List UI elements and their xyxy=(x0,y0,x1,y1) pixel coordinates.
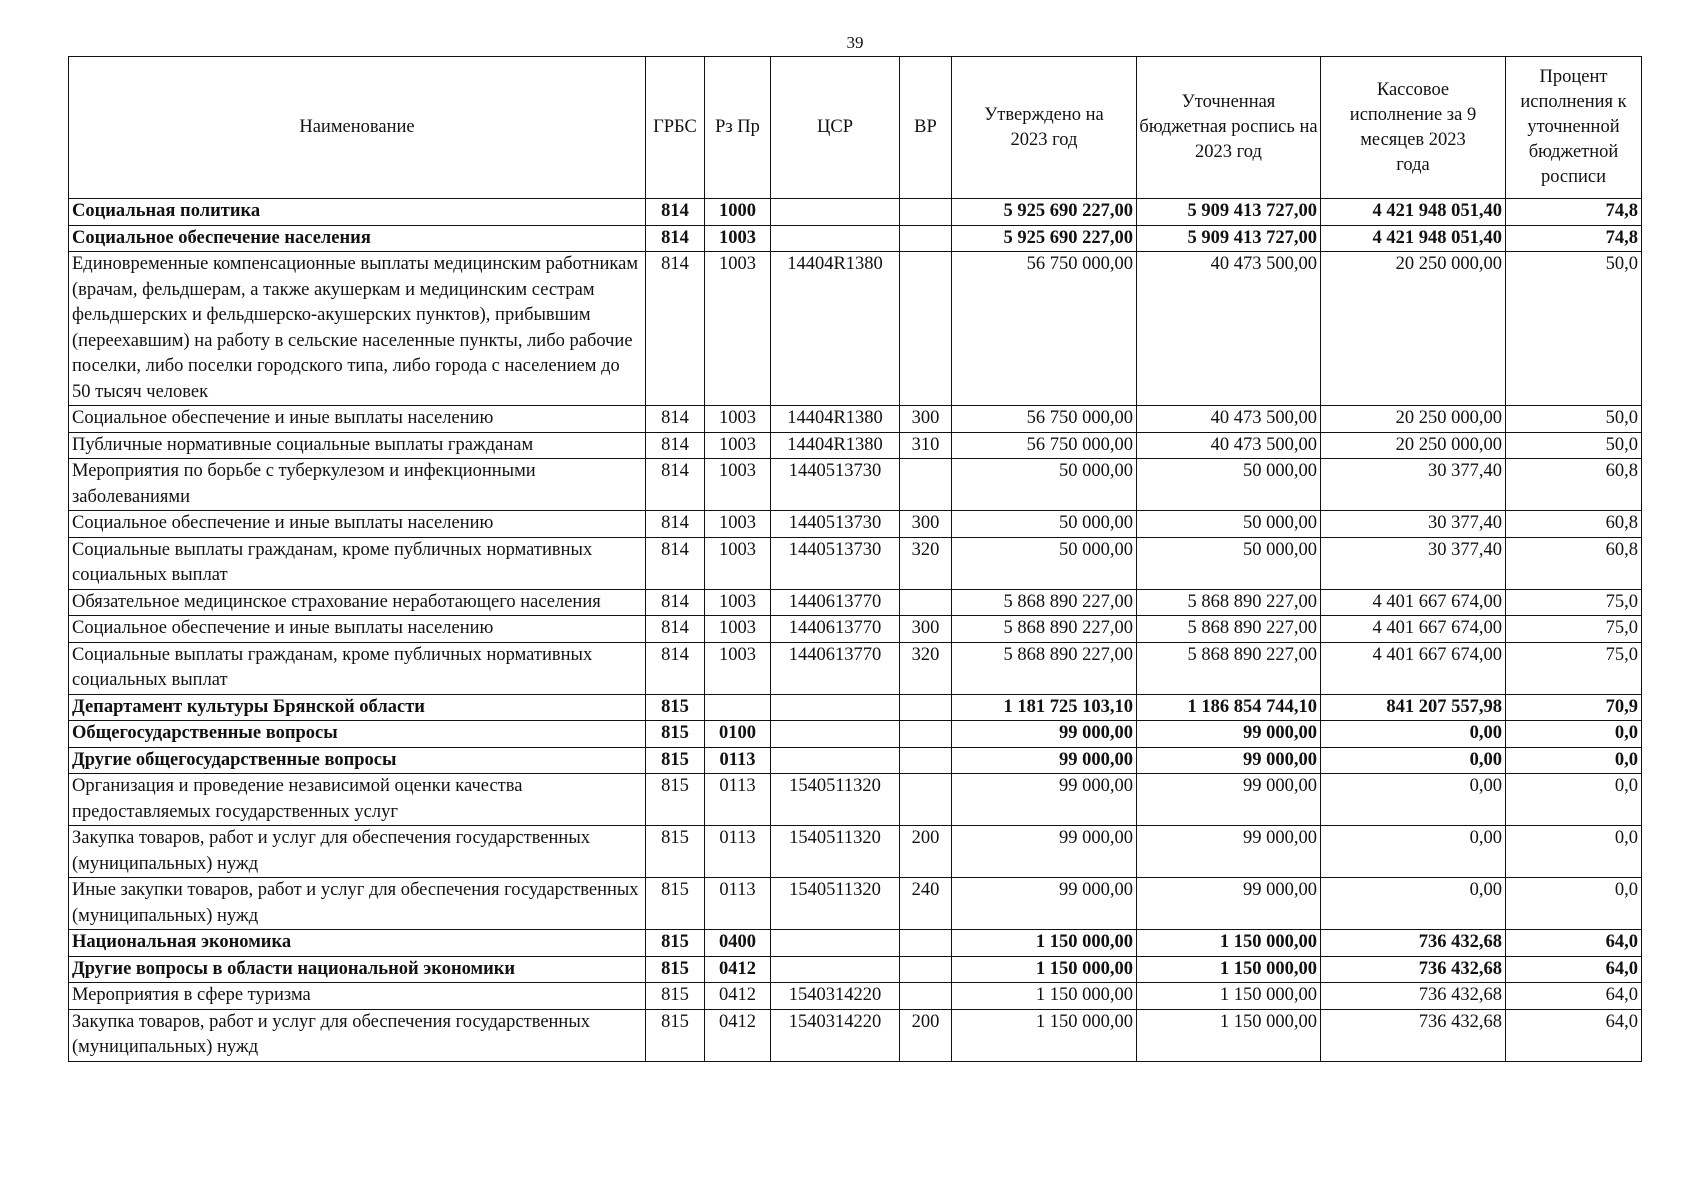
cell-csr: 1540314220 xyxy=(771,983,900,1010)
cell-executed: 4 421 948 051,40 xyxy=(1321,199,1506,226)
cell-csr xyxy=(771,930,900,957)
cell-grbs: 814 xyxy=(646,252,705,406)
cell-rzpr: 0100 xyxy=(705,721,771,748)
cell-name: Мероприятия в сфере туризма xyxy=(69,983,646,1010)
cell-csr xyxy=(771,747,900,774)
cell-executed: 20 250 000,00 xyxy=(1321,432,1506,459)
cell-vr: 320 xyxy=(900,537,952,589)
cell-csr: 14404R1380 xyxy=(771,432,900,459)
cell-approved: 5 868 890 227,00 xyxy=(952,642,1137,694)
cell-percent: 64,0 xyxy=(1506,930,1642,957)
cell-executed: 4 401 667 674,00 xyxy=(1321,616,1506,643)
cell-name: Департамент культуры Брянской области xyxy=(69,694,646,721)
header-percent: Процент исполнения к уточненной бюджетной росписи xyxy=(1506,57,1642,199)
header-approved: Утверждено на 2023 год xyxy=(952,57,1137,199)
cell-rzpr: 1003 xyxy=(705,511,771,538)
cell-rzpr: 0412 xyxy=(705,956,771,983)
cell-refined: 40 473 500,00 xyxy=(1137,432,1321,459)
cell-refined: 1 150 000,00 xyxy=(1137,956,1321,983)
page-number: 39 xyxy=(846,33,864,52)
cell-grbs: 814 xyxy=(646,406,705,433)
cell-approved: 56 750 000,00 xyxy=(952,432,1137,459)
cell-approved: 1 150 000,00 xyxy=(952,956,1137,983)
cell-csr: 1540511320 xyxy=(771,774,900,826)
header-rzpr: Рз Пр xyxy=(705,57,771,199)
cell-name: Мероприятия по борьбе с туберкулезом и инфекционными заболеваниями xyxy=(69,459,646,511)
cell-name: Социальные выплаты гражданам, кроме публичных нормативных социальных выплат xyxy=(69,642,646,694)
cell-approved: 1 150 000,00 xyxy=(952,930,1137,957)
cell-csr xyxy=(771,694,900,721)
cell-executed: 20 250 000,00 xyxy=(1321,252,1506,406)
cell-grbs: 814 xyxy=(646,432,705,459)
table-row xyxy=(69,432,1642,459)
table-row xyxy=(69,199,1642,226)
cell-name: Закупка товаров, работ и услуг для обеспечения государственных (муниципальных) нужд xyxy=(69,1009,646,1061)
cell-rzpr: 1003 xyxy=(705,406,771,433)
cell-rzpr: 1003 xyxy=(705,589,771,616)
table-row xyxy=(69,511,1642,538)
cell-vr: 200 xyxy=(900,1009,952,1061)
cell-percent: 0,0 xyxy=(1506,826,1642,878)
cell-grbs: 815 xyxy=(646,747,705,774)
table-row xyxy=(69,878,1642,930)
cell-csr: 1440513730 xyxy=(771,511,900,538)
cell-name: Социальные выплаты гражданам, кроме публичных нормативных социальных выплат xyxy=(69,537,646,589)
cell-vr: 320 xyxy=(900,642,952,694)
cell-vr xyxy=(900,956,952,983)
cell-rzpr: 1003 xyxy=(705,642,771,694)
table-row xyxy=(69,459,1642,511)
cell-refined: 1 150 000,00 xyxy=(1137,983,1321,1010)
cell-name: Иные закупки товаров, работ и услуг для обеспечения государственных (муниципальных) нужд xyxy=(69,878,646,930)
cell-grbs: 814 xyxy=(646,459,705,511)
cell-executed: 4 421 948 051,40 xyxy=(1321,225,1506,252)
cell-executed: 841 207 557,98 xyxy=(1321,694,1506,721)
table-row xyxy=(69,694,1642,721)
cell-refined: 5 909 413 727,00 xyxy=(1137,199,1321,226)
cell-refined: 1 150 000,00 xyxy=(1137,1009,1321,1061)
cell-approved: 5 925 690 227,00 xyxy=(952,225,1137,252)
header-name: Наименование xyxy=(69,57,646,199)
cell-approved: 5 868 890 227,00 xyxy=(952,616,1137,643)
cell-approved: 56 750 000,00 xyxy=(952,406,1137,433)
cell-refined: 50 000,00 xyxy=(1137,511,1321,538)
cell-name: Социальное обеспечение и иные выплаты населению xyxy=(69,406,646,433)
cell-refined: 5 868 890 227,00 xyxy=(1137,642,1321,694)
cell-grbs: 814 xyxy=(646,199,705,226)
cell-percent: 60,8 xyxy=(1506,511,1642,538)
cell-grbs: 814 xyxy=(646,589,705,616)
cell-csr: 1440513730 xyxy=(771,459,900,511)
cell-executed: 20 250 000,00 xyxy=(1321,406,1506,433)
cell-refined: 5 868 890 227,00 xyxy=(1137,589,1321,616)
cell-refined: 99 000,00 xyxy=(1137,774,1321,826)
header-executed: Кассовое исполнение за 9 месяцев 2023 года xyxy=(1321,57,1506,199)
cell-vr xyxy=(900,199,952,226)
table-row xyxy=(69,930,1642,957)
cell-grbs: 815 xyxy=(646,983,705,1010)
cell-rzpr: 0113 xyxy=(705,826,771,878)
cell-rzpr: 0400 xyxy=(705,930,771,957)
table-row xyxy=(69,983,1642,1010)
table-row xyxy=(69,589,1642,616)
cell-vr: 300 xyxy=(900,511,952,538)
cell-csr: 14404R1380 xyxy=(771,406,900,433)
table-row xyxy=(69,616,1642,643)
cell-name: Публичные нормативные социальные выплаты гражданам xyxy=(69,432,646,459)
cell-vr xyxy=(900,983,952,1010)
cell-executed: 0,00 xyxy=(1321,826,1506,878)
cell-grbs: 814 xyxy=(646,616,705,643)
cell-percent: 64,0 xyxy=(1506,956,1642,983)
table-body xyxy=(69,199,1642,1062)
cell-name: Другие вопросы в области национальной экономики xyxy=(69,956,646,983)
cell-percent: 50,0 xyxy=(1506,406,1642,433)
cell-percent: 60,8 xyxy=(1506,459,1642,511)
cell-vr xyxy=(900,459,952,511)
cell-rzpr: 0113 xyxy=(705,878,771,930)
cell-approved: 99 000,00 xyxy=(952,878,1137,930)
cell-approved: 50 000,00 xyxy=(952,459,1137,511)
cell-csr: 1440613770 xyxy=(771,589,900,616)
cell-csr xyxy=(771,721,900,748)
cell-executed: 0,00 xyxy=(1321,721,1506,748)
cell-vr: 240 xyxy=(900,878,952,930)
budget-table xyxy=(68,56,1642,1062)
cell-rzpr: 1003 xyxy=(705,537,771,589)
cell-percent: 0,0 xyxy=(1506,747,1642,774)
cell-grbs: 815 xyxy=(646,721,705,748)
cell-vr: 200 xyxy=(900,826,952,878)
cell-refined: 99 000,00 xyxy=(1137,747,1321,774)
cell-approved: 99 000,00 xyxy=(952,826,1137,878)
cell-refined: 40 473 500,00 xyxy=(1137,252,1321,406)
cell-name: Национальная экономика xyxy=(69,930,646,957)
cell-approved: 5 925 690 227,00 xyxy=(952,199,1137,226)
cell-percent: 0,0 xyxy=(1506,721,1642,748)
cell-vr xyxy=(900,225,952,252)
cell-grbs: 815 xyxy=(646,878,705,930)
cell-percent: 0,0 xyxy=(1506,774,1642,826)
cell-name: Социальная политика xyxy=(69,199,646,226)
cell-refined: 1 150 000,00 xyxy=(1137,930,1321,957)
cell-percent: 64,0 xyxy=(1506,983,1642,1010)
cell-grbs: 814 xyxy=(646,537,705,589)
cell-percent: 74,8 xyxy=(1506,225,1642,252)
cell-refined: 5 868 890 227,00 xyxy=(1137,616,1321,643)
cell-executed: 30 377,40 xyxy=(1321,537,1506,589)
cell-executed: 4 401 667 674,00 xyxy=(1321,642,1506,694)
cell-approved: 1 150 000,00 xyxy=(952,983,1137,1010)
cell-refined: 1 186 854 744,10 xyxy=(1137,694,1321,721)
cell-grbs: 814 xyxy=(646,642,705,694)
table-row xyxy=(69,406,1642,433)
cell-executed: 30 377,40 xyxy=(1321,511,1506,538)
cell-refined: 99 000,00 xyxy=(1137,826,1321,878)
table-row xyxy=(69,225,1642,252)
cell-vr xyxy=(900,930,952,957)
cell-vr xyxy=(900,747,952,774)
cell-grbs: 815 xyxy=(646,774,705,826)
table-row xyxy=(69,537,1642,589)
cell-approved: 99 000,00 xyxy=(952,747,1137,774)
cell-grbs: 815 xyxy=(646,694,705,721)
cell-csr: 1440613770 xyxy=(771,642,900,694)
cell-percent: 74,8 xyxy=(1506,199,1642,226)
table-row xyxy=(69,721,1642,748)
cell-approved: 99 000,00 xyxy=(952,774,1137,826)
cell-percent: 64,0 xyxy=(1506,1009,1642,1061)
cell-name: Организация и проведение независимой оценки качества предоставляемых государственных услуг xyxy=(69,774,646,826)
cell-refined: 99 000,00 xyxy=(1137,878,1321,930)
header-refined: Уточненная бюджетная роспись на 2023 год xyxy=(1137,57,1321,199)
header-grbs: ГРБС xyxy=(646,57,705,199)
cell-grbs: 815 xyxy=(646,826,705,878)
cell-name: Социальное обеспечение и иные выплаты населению xyxy=(69,511,646,538)
cell-percent: 75,0 xyxy=(1506,642,1642,694)
cell-rzpr: 1003 xyxy=(705,225,771,252)
cell-percent: 75,0 xyxy=(1506,616,1642,643)
cell-csr xyxy=(771,225,900,252)
cell-rzpr: 0412 xyxy=(705,983,771,1010)
header-csr: ЦСР xyxy=(771,57,900,199)
cell-rzpr xyxy=(705,694,771,721)
cell-approved: 5 868 890 227,00 xyxy=(952,589,1137,616)
cell-name: Социальное обеспечение и иные выплаты населению xyxy=(69,616,646,643)
cell-executed: 4 401 667 674,00 xyxy=(1321,589,1506,616)
cell-executed: 30 377,40 xyxy=(1321,459,1506,511)
cell-csr xyxy=(771,956,900,983)
cell-vr xyxy=(900,721,952,748)
cell-percent: 50,0 xyxy=(1506,432,1642,459)
table-row xyxy=(69,826,1642,878)
cell-approved: 50 000,00 xyxy=(952,537,1137,589)
cell-approved: 1 150 000,00 xyxy=(952,1009,1137,1061)
cell-rzpr: 0113 xyxy=(705,774,771,826)
cell-vr xyxy=(900,774,952,826)
cell-grbs: 815 xyxy=(646,1009,705,1061)
cell-name: Социальное обеспечение населения xyxy=(69,225,646,252)
cell-csr: 1440513730 xyxy=(771,537,900,589)
cell-approved: 1 181 725 103,10 xyxy=(952,694,1137,721)
cell-vr xyxy=(900,252,952,406)
cell-rzpr: 0412 xyxy=(705,1009,771,1061)
cell-csr: 1540511320 xyxy=(771,826,900,878)
table-row xyxy=(69,642,1642,694)
cell-percent: 50,0 xyxy=(1506,252,1642,406)
cell-executed: 736 432,68 xyxy=(1321,983,1506,1010)
table-row xyxy=(69,956,1642,983)
cell-name: Обязательное медицинское страхование неработающего населения xyxy=(69,589,646,616)
cell-approved: 50 000,00 xyxy=(952,511,1137,538)
header-vr: ВР xyxy=(900,57,952,199)
cell-executed: 0,00 xyxy=(1321,747,1506,774)
cell-name: Общегосударственные вопросы xyxy=(69,721,646,748)
cell-vr: 300 xyxy=(900,406,952,433)
cell-refined: 50 000,00 xyxy=(1137,537,1321,589)
cell-percent: 70,9 xyxy=(1506,694,1642,721)
cell-rzpr: 1003 xyxy=(705,252,771,406)
cell-percent: 75,0 xyxy=(1506,589,1642,616)
cell-grbs: 815 xyxy=(646,956,705,983)
cell-executed: 736 432,68 xyxy=(1321,956,1506,983)
cell-grbs: 815 xyxy=(646,930,705,957)
cell-rzpr: 1003 xyxy=(705,459,771,511)
cell-refined: 40 473 500,00 xyxy=(1137,406,1321,433)
cell-executed: 0,00 xyxy=(1321,774,1506,826)
cell-csr: 1540511320 xyxy=(771,878,900,930)
cell-refined: 99 000,00 xyxy=(1137,721,1321,748)
cell-refined: 50 000,00 xyxy=(1137,459,1321,511)
cell-executed: 0,00 xyxy=(1321,878,1506,930)
cell-grbs: 814 xyxy=(646,511,705,538)
cell-rzpr: 0113 xyxy=(705,747,771,774)
table-row xyxy=(69,1009,1642,1061)
table-row xyxy=(69,774,1642,826)
cell-approved: 99 000,00 xyxy=(952,721,1137,748)
table-header-row xyxy=(69,57,1642,199)
cell-csr: 14404R1380 xyxy=(771,252,900,406)
cell-percent: 0,0 xyxy=(1506,878,1642,930)
cell-rzpr: 1000 xyxy=(705,199,771,226)
cell-grbs: 814 xyxy=(646,225,705,252)
cell-name: Другие общегосударственные вопросы xyxy=(69,747,646,774)
cell-rzpr: 1003 xyxy=(705,432,771,459)
cell-percent: 60,8 xyxy=(1506,537,1642,589)
cell-executed: 736 432,68 xyxy=(1321,1009,1506,1061)
cell-csr: 1440613770 xyxy=(771,616,900,643)
cell-vr: 300 xyxy=(900,616,952,643)
cell-approved: 56 750 000,00 xyxy=(952,252,1137,406)
cell-vr xyxy=(900,589,952,616)
cell-vr xyxy=(900,694,952,721)
cell-csr: 1540314220 xyxy=(771,1009,900,1061)
cell-executed: 736 432,68 xyxy=(1321,930,1506,957)
cell-name: Закупка товаров, работ и услуг для обеспечения государственных (муниципальных) нужд xyxy=(69,826,646,878)
cell-rzpr: 1003 xyxy=(705,616,771,643)
cell-vr: 310 xyxy=(900,432,952,459)
cell-name: Единовременные компенсационные выплаты медицинским работникам (врачам, фельдшерам, а также акушеркам и медицинским сестрам фельдшерских и фельдшерско-акушерских пунктов), прибывшим (переехавшим) на работу в сельские населенные пункты, либо рабочие поселки, либо поселки городского типа, либо города с населением до 50 тысяч человек xyxy=(69,252,646,406)
cell-refined: 5 909 413 727,00 xyxy=(1137,225,1321,252)
table-row xyxy=(69,747,1642,774)
table-row xyxy=(69,252,1642,406)
cell-csr xyxy=(771,199,900,226)
